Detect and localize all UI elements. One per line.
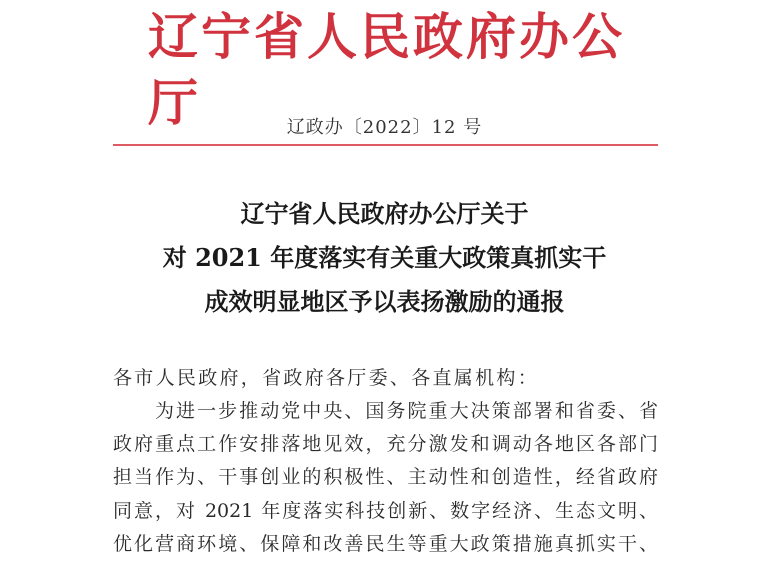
body-line-2: 政府重点工作安排落地见效，充分激发和调动各地区各部门 bbox=[113, 433, 658, 455]
document-number: 辽政办〔2022〕12 号 bbox=[286, 117, 483, 138]
document-title-line-1: 辽宁省人民政府办公厅关于 bbox=[240, 199, 529, 228]
issuing-authority-header: 辽宁省人民政府办公厅 bbox=[148, 7, 622, 132]
document-title-line-2: 对 2021 年度落实有关重大政策真抓实干 bbox=[162, 243, 607, 272]
red-divider-line bbox=[113, 144, 658, 146]
salutation: 各市人民政府，省政府各厅委、各直属机构： bbox=[113, 367, 540, 389]
body-line-4: 同意，对 2021 年度落实科技创新、数字经济、生态文明、 bbox=[113, 500, 658, 522]
body-line-3: 担当作为、干事创业的积极性、主动性和创造性，经省政府 bbox=[113, 466, 658, 488]
document-title-line-3: 成效明显地区予以表扬激励的通报 bbox=[204, 287, 565, 316]
body-line-5: 优化营商环境、保障和改善民生等重大政策措施真抓实干、 bbox=[113, 533, 658, 555]
body-line-1: 为进一步推动党中央、国务院重大决策部署和省委、省 bbox=[155, 400, 658, 422]
